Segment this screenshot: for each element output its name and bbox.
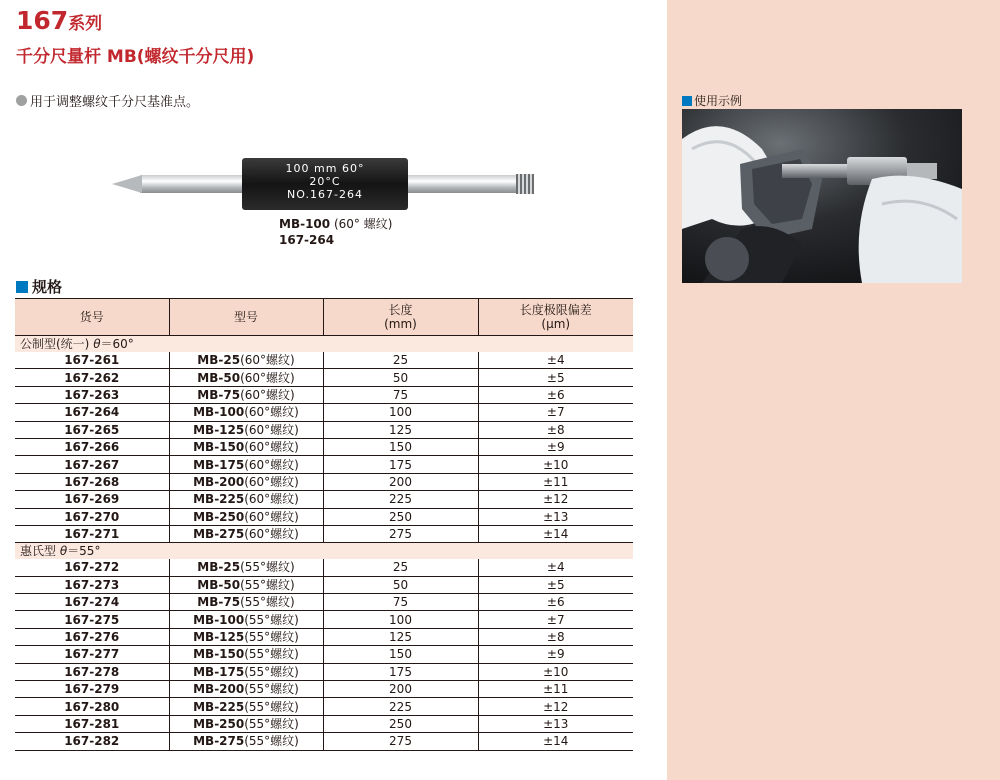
product-caption (279, 216, 392, 248)
cell-tolerance: ±9 (478, 438, 633, 455)
bullet-icon (16, 95, 27, 106)
cell-code: 167-273 (15, 576, 169, 593)
cell-tolerance: ±9 (478, 646, 633, 663)
column-header-code: 货号 (15, 299, 169, 336)
column-header-tolerance: 长度极限偏差 (μm) (478, 299, 633, 336)
cell-length: 50 (323, 369, 478, 386)
usage-heading (682, 92, 742, 109)
cell-tolerance: ±12 (478, 491, 633, 508)
feature-text: 用于调整螺纹千分尺基准点。 (30, 95, 200, 110)
usage-photo (682, 109, 962, 283)
table-row (15, 473, 633, 490)
engraving-line-3: NO.167-264 (287, 188, 363, 201)
cell-length: 200 (323, 473, 478, 490)
column-header-length: 长度 (mm) (323, 299, 478, 336)
cell-model: MB-50(60°螺纹) (169, 369, 323, 386)
spec-heading (16, 276, 62, 297)
engraving-line-1: 100 mm 60° (285, 162, 365, 175)
cone-tip (112, 175, 142, 193)
square-bullet-icon (682, 96, 692, 106)
cell-model: MB-200(60°螺纹) (169, 473, 323, 490)
table-row (15, 698, 633, 715)
cell-model: MB-125(55°螺纹) (169, 628, 323, 645)
cell-code: 167-274 (15, 594, 169, 611)
cell-length: 250 (323, 715, 478, 732)
series-title (16, 6, 102, 35)
table-row (15, 559, 633, 576)
usage-photo-illustration (682, 109, 962, 283)
cell-length: 150 (323, 646, 478, 663)
table-row (15, 663, 633, 680)
cell-tolerance: ±8 (478, 628, 633, 645)
spec-table-body (15, 336, 633, 751)
usage-heading-text: 使用示例 (694, 94, 743, 108)
cell-code: 167-265 (15, 421, 169, 438)
cell-code: 167-277 (15, 646, 169, 663)
feature-line (16, 91, 199, 110)
cell-code: 167-272 (15, 559, 169, 576)
group-row (15, 543, 633, 560)
table-row (15, 733, 633, 750)
cell-length: 125 (323, 421, 478, 438)
product-subtitle: 千分尺量杆 MB(螺纹千分尺用) (16, 47, 255, 67)
spec-table (15, 298, 633, 751)
cell-code: 167-281 (15, 715, 169, 732)
cell-tolerance: ±13 (478, 715, 633, 732)
cell-tolerance: ±4 (478, 559, 633, 576)
cell-length: 75 (323, 594, 478, 611)
cell-tolerance: ±11 (478, 681, 633, 698)
cell-code: 167-280 (15, 698, 169, 715)
cell-model: MB-100(55°螺纹) (169, 611, 323, 628)
table-row (15, 421, 633, 438)
cell-model: MB-150(60°螺纹) (169, 438, 323, 455)
caption-model: MB-100 (279, 217, 331, 231)
cell-code: 167-279 (15, 681, 169, 698)
cell-length: 175 (323, 456, 478, 473)
cell-code: 167-269 (15, 491, 169, 508)
table-row (15, 611, 633, 628)
cell-code: 167-268 (15, 473, 169, 490)
cell-tolerance: ±4 (478, 352, 633, 369)
table-row (15, 715, 633, 732)
cell-length: 150 (323, 438, 478, 455)
cell-length: 100 (323, 611, 478, 628)
cell-tolerance: ±7 (478, 404, 633, 421)
cell-tolerance: ±11 (478, 473, 633, 490)
cell-tolerance: ±8 (478, 421, 633, 438)
table-header-row (15, 299, 633, 336)
cell-model: MB-150(55°螺纹) (169, 646, 323, 663)
cell-model: MB-250(55°螺纹) (169, 715, 323, 732)
table-row (15, 681, 633, 698)
table-row (15, 404, 633, 421)
cell-code: 167-262 (15, 369, 169, 386)
cell-model: MB-25(60°螺纹) (169, 352, 323, 369)
caption-code: 167-264 (279, 233, 335, 247)
cell-length: 250 (323, 508, 478, 525)
cell-length: 25 (323, 352, 478, 369)
cell-tolerance: ±5 (478, 369, 633, 386)
cell-length: 275 (323, 733, 478, 750)
cell-model: MB-275(55°螺纹) (169, 733, 323, 750)
cell-tolerance: ±6 (478, 386, 633, 403)
group-label: 惠氏型 θ＝55° (15, 543, 633, 560)
cell-tolerance: ±5 (478, 576, 633, 593)
cell-tolerance: ±12 (478, 698, 633, 715)
cell-code: 167-282 (15, 733, 169, 750)
engraving-line-2: 20°C (309, 175, 341, 188)
spec-heading-text: 规格 (32, 278, 63, 296)
cell-model: MB-200(55°螺纹) (169, 681, 323, 698)
cell-length: 125 (323, 628, 478, 645)
cell-tolerance: ±14 (478, 525, 633, 542)
series-suffix: 系列 (68, 14, 103, 34)
table-row (15, 369, 633, 386)
cell-model: MB-50(55°螺纹) (169, 576, 323, 593)
cell-tolerance: ±10 (478, 663, 633, 680)
table-row (15, 594, 633, 611)
table-row (15, 525, 633, 542)
cell-code: 167-263 (15, 386, 169, 403)
cell-model: MB-75(55°螺纹) (169, 594, 323, 611)
cell-model: MB-75(60°螺纹) (169, 386, 323, 403)
cell-length: 275 (323, 525, 478, 542)
cell-length: 225 (323, 698, 478, 715)
cell-model: MB-250(60°螺纹) (169, 508, 323, 525)
table-row (15, 352, 633, 369)
cell-code: 167-276 (15, 628, 169, 645)
cell-code: 167-278 (15, 663, 169, 680)
cell-tolerance: ±7 (478, 611, 633, 628)
cell-code: 167-267 (15, 456, 169, 473)
cell-length: 100 (323, 404, 478, 421)
cell-model: MB-175(60°螺纹) (169, 456, 323, 473)
table-row (15, 438, 633, 455)
cell-length: 225 (323, 491, 478, 508)
caption-thread: (60° 螺纹) (333, 217, 393, 231)
square-bullet-icon (16, 281, 28, 293)
cell-length: 175 (323, 663, 478, 680)
cell-code: 167-264 (15, 404, 169, 421)
cell-tolerance: ±6 (478, 594, 633, 611)
table-row (15, 628, 633, 645)
product-illustration (112, 152, 542, 216)
table-row (15, 456, 633, 473)
cell-code: 167-261 (15, 352, 169, 369)
cell-model: MB-225(60°螺纹) (169, 491, 323, 508)
cell-model: MB-175(55°螺纹) (169, 663, 323, 680)
cell-length: 200 (323, 681, 478, 698)
cell-length: 25 (323, 559, 478, 576)
cell-code: 167-271 (15, 525, 169, 542)
table-row (15, 576, 633, 593)
cell-model: MB-25(55°螺纹) (169, 559, 323, 576)
v-anvil-end (516, 174, 534, 194)
cell-length: 75 (323, 386, 478, 403)
table-row (15, 508, 633, 525)
group-row (15, 336, 633, 353)
cell-tolerance: ±13 (478, 508, 633, 525)
cell-tolerance: ±10 (478, 456, 633, 473)
table-row (15, 646, 633, 663)
series-number: 167 (16, 6, 69, 35)
heat-insulator-sleeve (242, 158, 408, 210)
cell-code: 167-275 (15, 611, 169, 628)
cell-model: MB-125(60°螺纹) (169, 421, 323, 438)
column-header-model: 型号 (169, 299, 323, 336)
cell-length: 50 (323, 576, 478, 593)
cell-model: MB-100(60°螺纹) (169, 404, 323, 421)
cell-code: 167-266 (15, 438, 169, 455)
table-row (15, 491, 633, 508)
cell-model: MB-225(55°螺纹) (169, 698, 323, 715)
table-row (15, 386, 633, 403)
cell-tolerance: ±14 (478, 733, 633, 750)
cell-code: 167-270 (15, 508, 169, 525)
cell-model: MB-275(60°螺纹) (169, 525, 323, 542)
group-label: 公制型(统一) θ＝60° (15, 336, 633, 353)
